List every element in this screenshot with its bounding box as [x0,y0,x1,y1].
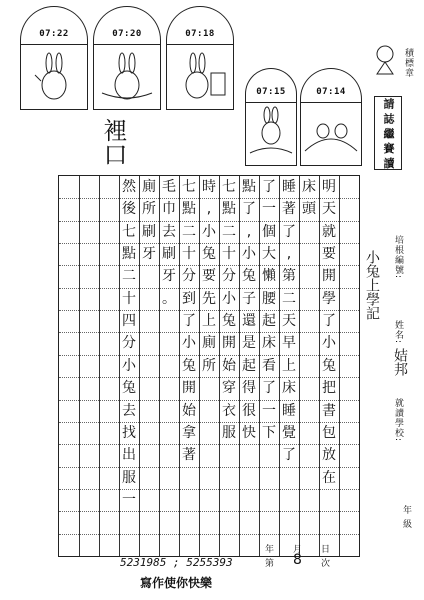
clock-time-3: 07:18 [185,29,215,39]
grid-character: 點 [242,179,256,195]
grid-character: 還 [242,313,256,330]
page-marker [265,542,395,568]
grid-character: 牙 [162,268,176,285]
grid-character: 著 [282,201,296,218]
marker-times: 次 [321,559,331,569]
grid-character: 小 [202,223,216,240]
grid-column-line [299,176,300,556]
rabbit-brushing-icon [21,45,87,109]
grid-character: 就 [322,223,336,240]
grid-character: 巾 [162,201,176,218]
grid-character: 牙 [142,246,156,263]
grid-column-line [99,176,100,556]
grid-character: 把 [322,380,336,397]
grid-character: 了 [262,179,276,195]
marker-month: 月 [293,545,303,555]
clock-panel-4 [245,68,297,103]
grid-character: 覺 [282,424,296,441]
grid-character: 先 [202,290,216,307]
grid-character: 十 [122,290,136,307]
grid-character: 睡 [282,402,296,419]
comic-panel-2 [93,44,161,110]
grid-character: 二 [122,268,136,285]
grid-character: 兔 [182,357,196,374]
grid-character: 要 [202,268,216,285]
grid-character: 上 [202,313,216,330]
marker-page: 8 [293,552,302,568]
grid-character: 床 [302,179,316,195]
comic-panel-5 [300,102,362,166]
name-value: 姞邦 [392,348,408,376]
grid-character: 起 [262,313,276,330]
name-label: 姓名: [393,320,403,345]
comic-panel-4 [245,102,297,166]
grid-character: 兔 [322,357,336,374]
grid-row-line [59,422,359,423]
grid-character: 了 [182,313,196,330]
grid-character: 一 [262,201,276,218]
grid-character: 服 [122,469,136,486]
grid-character: 早 [282,335,296,352]
grid-character: 後 [122,201,136,218]
grid-character: 分 [122,335,136,352]
grid-character: 小 [122,357,136,374]
grid-character: 七 [182,179,196,195]
footer-codes: 5231985 ; 5255393 [120,556,233,569]
grid-character: 書 [322,402,336,419]
grid-character: 點 [222,201,236,218]
rabbit-washing-icon [94,45,160,109]
grid-character: 七 [122,223,136,240]
grid-character: 小 [222,290,236,307]
marker-day: 日 [321,545,331,555]
grid-character: 腰 [262,290,276,307]
grid-character: 放 [322,447,336,464]
grid-character: 小 [322,335,336,352]
grid-character: 床 [262,335,276,352]
comic-panel-1 [20,44,88,110]
rabbit-sleeping-icon [246,103,296,165]
footer-slogan: 寫作使你快樂 [140,576,213,590]
clock-panel-1 [20,6,88,45]
grid-character: 天 [282,313,296,330]
grid-character: 衣 [222,402,236,419]
grid-character: 去 [162,223,176,240]
writing-grid [58,175,360,557]
grid-character: 分 [222,268,236,285]
clock-panel-3 [166,6,234,45]
grid-character: 了 [262,380,276,397]
grid-character: 天 [322,201,336,218]
grid-character: , [246,223,252,240]
grid-character: 很 [242,402,256,419]
grid-character: 廁 [202,335,216,352]
grid-character: 了 [282,223,296,240]
grid-row-line [59,511,359,512]
grid-character: 床 [282,380,296,397]
grid-character: 。 [162,290,176,307]
grid-character: 頭 [302,201,316,218]
rabbit-dressing-icon [167,45,233,109]
grid-character: 包 [322,424,336,441]
grid-character: 二 [182,223,196,240]
grid-character: 在 [322,469,336,486]
grid-character: 子 [242,290,256,307]
grid-row-line [59,467,359,468]
grid-character: 七 [222,179,236,195]
grid-character: 明 [322,179,336,195]
grid-character: 下 [262,424,276,441]
school-label: 就讀學校: [393,398,403,443]
grid-character: 得 [242,380,256,397]
grid-character: 拿 [182,424,196,441]
grid-column-line [339,176,340,556]
grid-character: 大 [262,246,276,263]
composition-title: 小兔上學記 [364,250,380,320]
grid-row-line [59,444,359,445]
grid-character: 了 [242,201,256,218]
grid-character: 十 [182,246,196,263]
grid-character: 穿 [222,380,236,397]
clock-time-5: 07:14 [316,87,346,97]
grid-character: 所 [202,357,216,374]
grid-column-line [79,176,80,556]
grid-character: 學 [322,290,336,307]
grid-character: 開 [182,380,196,397]
grid-character: 始 [222,357,236,374]
grid-character: 分 [182,268,196,285]
grid-character: 要 [322,246,336,263]
title-chars: 裡口 [99,118,127,166]
grid-character: 起 [242,357,256,374]
comic-panel-3 [166,44,234,110]
grid-character: 時 [202,179,216,195]
grid-character: 是 [242,335,256,352]
grade-label: 年 級 [401,505,411,529]
grid-character: 小 [242,246,256,263]
grid-character: 了 [322,313,336,330]
grid-character: 然 [122,179,136,195]
clock-time-4: 07:15 [256,87,286,97]
grid-character: 開 [222,335,236,352]
grid-character: 服 [222,424,236,441]
grid-character: 點 [182,201,196,218]
grid-character: 睡 [282,179,296,195]
grid-character: 去 [122,402,136,419]
grid-character: 找 [122,424,136,441]
grid-character: 十 [222,246,236,263]
stamp-text: 請 誌 繼 賽 讀 [374,96,402,170]
grid-character: 快 [242,424,256,441]
grid-character: 二 [222,223,236,240]
marker-no: 第 [265,559,275,569]
grid-character: 開 [322,268,336,285]
grid-character: 兔 [242,268,256,285]
grid-row-line [59,377,359,378]
grid-character: , [286,246,292,263]
grid-character: 刷 [162,246,176,263]
grid-character: 第 [282,268,296,285]
edition-label: 培根編號: [393,235,403,280]
grid-character: 一 [262,402,276,419]
grid-character: 上 [282,357,296,374]
clock-time-1: 07:22 [39,29,69,39]
grid-row-line [59,534,359,535]
grid-character: 一 [122,491,136,508]
grid-character: 到 [182,290,196,307]
grid-character: 兔 [202,246,216,263]
grid-character: 二 [282,290,296,307]
grid-row-line [59,489,359,490]
grid-character: 個 [262,223,276,240]
grid-character: 廁 [142,179,156,195]
clock-panel-5 [300,68,362,103]
grid-character: 懶 [262,268,276,285]
grid-character: 了 [282,447,296,464]
grid-character: 兔 [122,380,136,397]
marker-year: 年 [265,545,275,555]
grid-character: 點 [122,246,136,263]
clock-time-2: 07:20 [112,29,142,39]
grid-character: 始 [182,402,196,419]
mascot-icon [372,42,398,76]
grid-character: 四 [122,313,136,330]
grid-character: , [206,201,212,218]
grid-character: 所 [142,201,156,218]
grid-character: 出 [122,447,136,464]
clock-panel-2 [93,6,161,45]
stamp-caption: 積標章 [403,48,413,78]
rabbit-in-bed-icon [301,103,361,165]
grid-character: 毛 [162,179,176,195]
grid-character: 看 [262,357,276,374]
grid-row-line [59,400,359,401]
grid-character: 著 [182,447,196,464]
grid-character: 小 [182,335,196,352]
grid-character: 刷 [142,223,156,240]
grid-character: 兔 [222,313,236,330]
